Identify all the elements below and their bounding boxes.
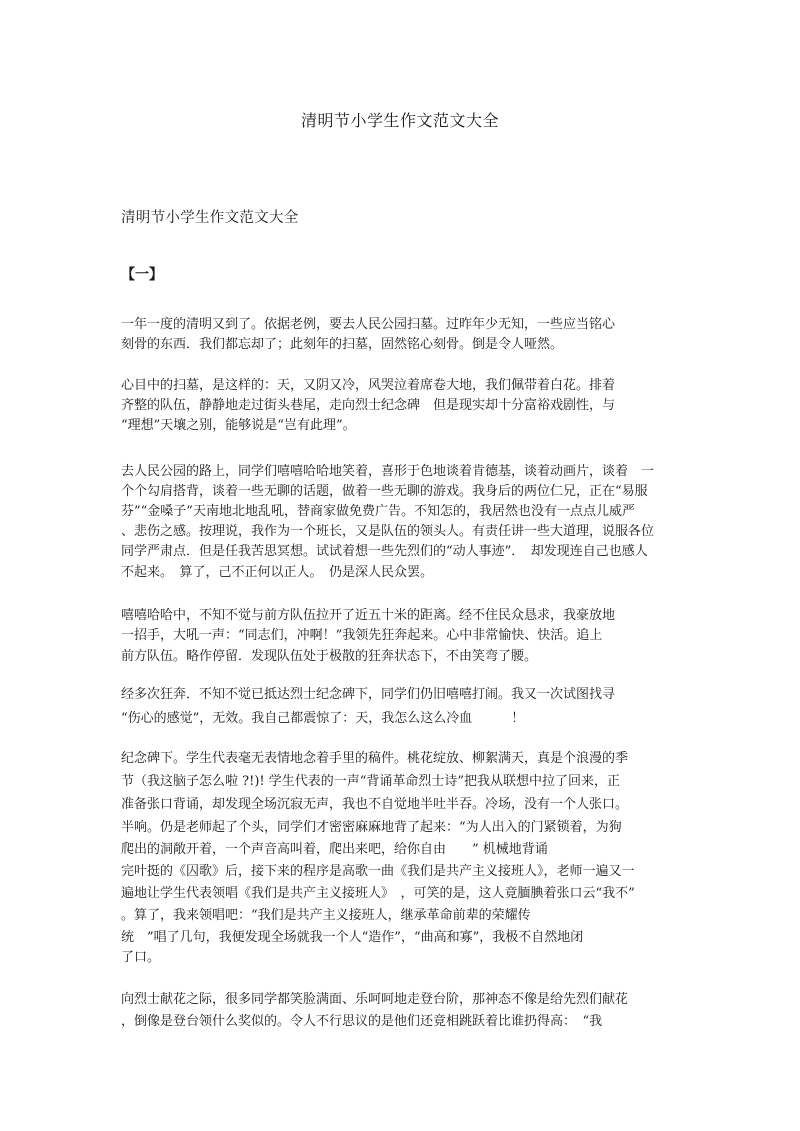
text-line: 芬”“金嗓子”天南地北地乱吼，替商家做免费广告。不知怎的，我居然也没有一点点儿威严 bbox=[121, 504, 635, 519]
page-title: 清明节小学生作文范文大全 bbox=[300, 111, 499, 130]
text-line: 、悲伤之感。按理说，我作为一个班长，又是队伍的领头人。有责任讲一些大道理，说服各位 bbox=[121, 524, 655, 539]
text-line: 完叶挺的《囚歌》后，接下来的程序是高歌一曲《我们是共产主义接班人》，老师一遍又一 bbox=[121, 864, 635, 879]
text-line: 经多次狂奔．不知不觉已抵达烈士纪念碑下，同学们仍旧嘻嘻打闹。我又一次试图找寻 bbox=[121, 687, 616, 702]
text-line: 去人民公园的路上，同学们嘻嘻哈哈地笑着，喜形于色地谈着肯德基，谈着动画片，谈着 一 bbox=[121, 464, 655, 479]
text-line: 准备张口背诵，却发现全场沉寂无声，我也不自觉地半吐半吞。冷场，没有一个人张口。 bbox=[121, 797, 629, 812]
text-line: 个个勾肩搭背，谈着一些无聊的话题，做着一些无聊的游戏。我身后的两位仁兄，正在“易服 bbox=[121, 484, 648, 499]
text-line: 一年一度的清明又到了。依据老例，要去人民公园扫墓。过昨年少无知，一些应当铭心 bbox=[121, 317, 616, 332]
text-line: 一招手，大吼一声：“同志们，冲啊！”我领先狂奔起来。心中非常愉快、快活。追上 bbox=[121, 628, 603, 643]
text-line: ，倒像是登台领什么奖似的。令人不行思议的是他们还竟相跳跃着比谁扔得高： “我 bbox=[121, 1014, 603, 1029]
text-line: 半响。仍是老师起了个头，同学们才密密麻麻地背了起来：“为人出入的门紧锁着，为狗 bbox=[121, 820, 622, 835]
text-line: 嘻嘻哈哈中，不知不觉与前方队伍拉开了近五十米的距离。经不住民众恳求，我豪放地 bbox=[121, 608, 616, 623]
text-line: 同学严肃点．但是任我苦思冥想。试试着想一些先烈们的“动人事迹”． 却发现连自己也感人 bbox=[121, 544, 648, 559]
text-line: “理想”天壤之别，能够说是“岂有此理”。 bbox=[121, 418, 356, 433]
text-line: 节（我这脑子怎么啦 ?!)! 学生代表的一声“背诵革命烈士诗”把我从联想中拉了回来，正 bbox=[121, 774, 621, 789]
text-line: “伤心的感觉”，无效。我自己都震惊了：天，我怎么这么冷血 ！ bbox=[121, 711, 525, 726]
text-line: 。算了，我来领唱吧：“我们是共产主义接班人，继承革命前辈的荣耀传 bbox=[121, 908, 531, 923]
text-line: 前方队伍。略作停留．发现队伍处于极散的狂奔状态下，不由笑弯了腰。 bbox=[121, 649, 538, 664]
text-line: 齐整的队伍，静静地走过街头巷尾，走向烈士纪念碑 但是现实却十分富裕戏剧性，与 bbox=[121, 398, 616, 413]
text-line: 纪念碑下。学生代表毫无表情地念着手里的稿件。桃花绽放、柳絮满天，真是个浪漫的季 bbox=[121, 751, 629, 766]
section-heading: 【一】 bbox=[121, 267, 163, 283]
text-line: 不起来。 算了，己不正何以正人。 仍是深人民众罢。 bbox=[121, 565, 434, 580]
text-line: 刻骨的东西．我们都忘却了；此刻年的扫墓，固然铭心刻骨。倒是令人哑然。 bbox=[121, 337, 564, 352]
text-line: 统 ”唱了几句，我便发现全场就我一个人“造作”，“曲高和寡”，我极不自然地闭 bbox=[121, 930, 584, 945]
text-line: 遍地让学生代表领唱《我们是共产主义接班人》 ，可笑的是，这人竟腼腆着张口云“我不” bbox=[121, 886, 635, 901]
text-line: 向烈士献花之际，很多同学都笑脸满面、乐呵呵地走登台阶，那神态不像是给先烈们献花 bbox=[121, 992, 629, 1007]
document-subtitle: 清明节小学生作文范文大全 bbox=[121, 210, 299, 226]
text-line: 了口。 bbox=[121, 950, 161, 965]
text-line: 心目中的扫墓，是这样的：天，又阴又冷，风哭泣着席卷大地，我们佩带着白花。排着 bbox=[121, 378, 616, 393]
text-line: 爬出的洞敞开着，一个声音高叫着，爬出来吧，给你自由 ” 机械地背诵 bbox=[121, 842, 548, 857]
